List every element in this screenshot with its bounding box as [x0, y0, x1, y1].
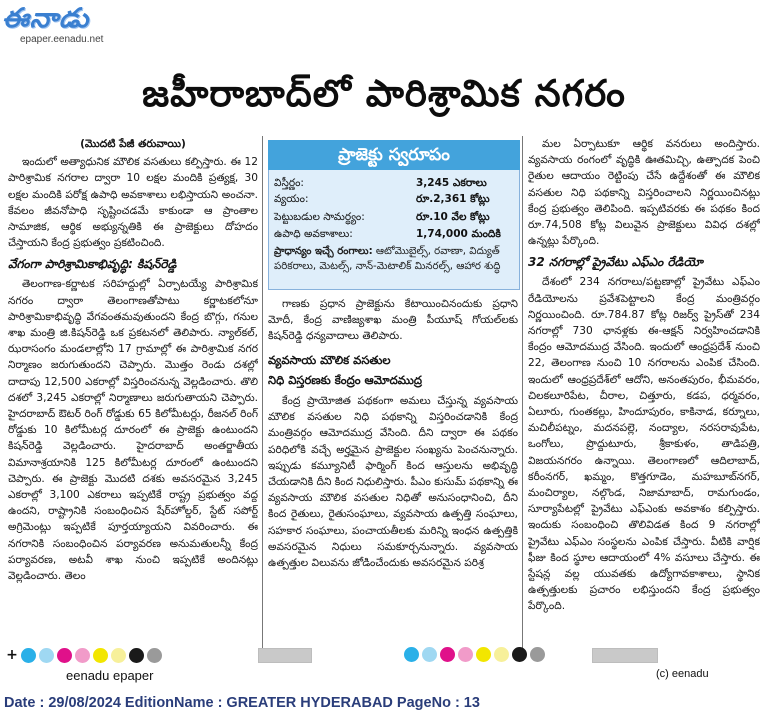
article-column-2 [268, 296, 518, 648]
color-registration-strip [6, 647, 162, 663]
registration-mark: + [6, 647, 18, 663]
subheading: వ్యవసాయ మౌలిక వసతుల [268, 352, 391, 367]
cyan-dot [404, 647, 419, 662]
subheading: 32 నగరాల్లో ప్రైవేటు ఎఫ్‌ఎం రేడియో [528, 255, 703, 270]
color-registration-strip [404, 647, 545, 662]
paragraph: ఇందులో అత్యాధునిక మౌలిక వసతులు కల్పిస్తారు. ఈ 12 పారిశ్రామిక నగరాల ద్వారా 10 లక్షల మందికి ప్రత్యక్ష, 30 లక్షల మందికి పరోక్ష ఉపాధి అవకాశాలు లభిస్తాయని అంచనా. కేవలం జీవనోపాధి సృష్టించడమే కాకుండా ఆ ప్రాంతాల సామాజిక, ఆర్థిక అభ్యున్నతికి ఈ ప్రాజెక్టులు దోహదం చేస్తాయని కేంద్ర ప్రభుత్వం ప్రకటించింది. [8, 156, 258, 250]
light-yellow-dot [111, 648, 126, 663]
headline: జహీరాబాద్‌లో పారిశ్రామిక నగరం [142, 72, 626, 115]
edition-dateline: Date : 29/08/2024 EditionName : GREATER HYDERABAD PageNo : 13 [4, 695, 480, 711]
epaper-url[interactable]: epaper.eenadu.net [20, 34, 104, 45]
continued-label: (మొదటి పేజీ తరువాయి) [80, 138, 186, 150]
grey-dot [530, 647, 545, 662]
light-cyan-dot [422, 647, 437, 662]
magenta-dot [440, 647, 455, 662]
box-row-label: విస్తీర్ణం: [274, 177, 304, 189]
light-yellow-dot [494, 647, 509, 662]
box-row-value: 1,74,000 మందికి [416, 228, 501, 240]
light-cyan-dot [39, 648, 54, 663]
paragraph: మల ఏర్పాటుకూ ఆర్థిక వనరులు అందిస్తారు. వ్యవసాయ రంగంలో వృద్ధికి ఊతమిచ్చి, ఉత్పాదక పెంచి రైతుల ఆదాయం రెట్టింపు చేసే ఉద్దేశంతో ఈ మౌలిక వసతుల నిధి పథకాన్ని విస్తరించాలని నిర్ణయించినట్లు కేంద్ర ప్రభుత్వం తెలిపింది. ఇప్పటివరకు ఈ పథకం కింద రూ.74,508 కోట్ల విలువైన ప్రాజెక్టులు వివిధ దశల్లో ఉన్నట్లు పేర్కొంది. [528, 138, 760, 248]
yellow-dot [476, 647, 491, 662]
copyright: (c) eenadu [656, 668, 709, 680]
cyan-dot [21, 648, 36, 663]
black-dot [129, 648, 144, 663]
box-row-label: పెట్టుబడుల సామర్థ్యం: [274, 211, 365, 223]
paragraph: తెలంగాణ-కర్ణాటక సరిహద్దుల్లో ఏర్పాటయ్యే పారిశ్రామిక నగరం ద్వారా తెలంగాణతోపాటు కర్ణాటకలోనూ పారిశ్రామికాభివృద్ధి వేగవంతమవుతుందని కేంద్ర బొగ్గు, గనుల శాఖ మంత్రి జి.కిషన్‌రెడ్డి ఒక ప్రకటనలో తెలిపారు. న్యాల్‌కల్, ఝరాసంగం మండలాల్లోని 17 గ్రామాల్లో ఈ పారిశ్రామిక నగర నిర్మాణం జరుగుతుందని చెప్పారు. మొత్తం రెండు దశల్లో దాదాపు 12,500 ఎకరాల్లో విస్తరించనున్న వెల్లడించారు. తొలి దశలో 3,245 ఎకరాల్లో నిర్మాణాలు జరుగుతాయని చెప్పారు. హైదరాబాద్ ఔటర్ రింగ్ రోడ్డుకు 65 కిలోమీటర్లు, రీజనల్ రింగ్ రోడ్డుకు 10 కిలోమీటర్ల దూరంలో ఈ ప్రాజెక్టు ఉంటుందని కిషన్‌రెడ్డి వెల్లడించారు. హైదరాబాద్ అంతర్జాతీయ విమానాశ్రయానికి 125 కిలోమీటర్ల దూరంలో ఉంటుందని చెప్పారు. ఈ ప్రాజెక్టు మొదటి దశకు అవసరమైన 3,245 ఎకరాల్లో 3,100 ఎకరాలు ఇప్పటికే రాష్ట్ర ప్రభుత్వం వద్ద ఉందని, రాష్ట్రానికి సంబంధించిన షేర్‌హోల్డర్, స్టేట్ సపోర్ట్ అగ్రిమెంట్లు ఇప్పటికే పూర్తయ్యాయని వివరించారు. ఈ నగరానికి సంబంధించిన పర్యావరణ అనుమతులన్నీ కేంద్ర పర్యావరణ, అటవీ శాఖ నుంచి ఇప్పటికే అందినట్లు వెల్లడించారు. తెలం [8, 278, 258, 583]
project-info-title: ప్రాజెక్టు స్వరూపం [268, 140, 520, 170]
box-row-value: 3,245 ఎకరాలు [416, 177, 487, 189]
article-column-1 [8, 136, 258, 646]
eenadu-logo: ఈనాడు [2, 3, 90, 34]
priority-label: ప్రాధాన్యం ఇచ్చే రంగాలు: [274, 246, 373, 257]
magenta-dot [57, 648, 72, 663]
yellow-dot [93, 648, 108, 663]
column-divider [522, 136, 523, 648]
box-row-value: రూ.10 వేల కోట్లు [416, 211, 490, 223]
grey-bar [592, 648, 658, 663]
box-row-value: రూ.2,361 కోట్లు [416, 193, 490, 205]
paragraph: దేశంలో 234 నగరాలు/పట్టణాల్లో ప్రైవేటు ఎఫ్‌ఎం రేడియోలను ప్రవేశపెట్టాలని కేంద్ర మంత్రివర్గం నిర్ణయించింది. రూ.784.87 కోట్ల రిజర్వ్ ప్రైస్‌తో 234 నగరాల్లో 730 ఛానళ్లకు ఈ-ఆక్షన్ నిర్వహించడానికి కేంద్రం ఆమోదముద్ర వేసింది. ఇందులో ఆంధ్రప్రదేశ్ నుంచి 22, తెలంగాణ నుంచి 10 నగరాలను ఎంపిక చేసింది. ఇందులో ఆంధ్రప్రదేశ్‌లో ఆదోని, అనంతపురం, భీమవరం, చిలకలూరిపేట, చీరాల, చిత్తూరు, కడప, ధర్మవరం, ఏలూరు, గుంతకల్లు, హిందూపురం, కాకినాడ, కర్నూలు, మచిలీపట్నం, మదనపల్లె, నంద్యాల, నరసరావుపేట, ఒంగోలు, ప్రొద్దుటూరు, శ్రీకాకుళం, తాడిపత్రి, విజయనగరం ఉన్నాయి. తెలంగాణలో ఆదిలాబాద్, కరీంనగర్, ఖమ్మం, కొత్తగూడెం, మహబూబ్‌నగర్, మంచిర్యాల, నల్గొండ, నిజామాబాద్, రామగుండం, సూర్యాపేటల్లో ప్రైవేటు ఎఫ్‌ఎంకు అవకాశం కల్పిస్తారు. ఇందుకు సంబంధించి తొలివిడత కింద 9 నగరాల్లో ప్రైవేటు ఎఫ్‌ఎం సంస్థలను ఎంపిక చేస్తారు. వీటికి వార్షిక ఫీజు కింద స్థూల ఆదాయంలో 4% వసూలు చేస్తారు. ఈ స్టేషన్ల వల్ల యువతకు ఉద్యోగావకాశాలు, స్థానిక ఉత్పత్తులకు ప్రచారం లభిస్తుందని కేంద్ర ప్రభుత్వం పేర్కొంది. [528, 276, 760, 613]
paragraph: గాణకు ప్రధాన ప్రాజెక్టును కేటాయించినందుకు ప్రధాని మోదీ, కేంద్ర వాణిజ్యశాఖ మంత్రి పీయూష్ గోయల్‌లకు కిషన్‌రెడ్డి ధన్యవాదాలు తెలిపారు. [268, 298, 518, 343]
grey-dot [147, 648, 162, 663]
subheading: వేగంగా పారిశ్రామికాభివృద్ధి: కిషన్‌రెడ్డి [8, 257, 177, 272]
paragraph: కేంద్ర ప్రాయోజిత పథకంగా అమలు చేస్తున్న వ్యవసాయ మౌలిక వసతుల నిధి పథకాన్ని విస్తరించడానికి కేంద్ర మంత్రివర్గం ఆమోదముద్ర వేసింది. దీని ద్వారా ఈ పథకం పరిధిలోకి వచ్చే అర్హమైన ప్రాజెక్టుల సంఖ్యను పెంచనున్నారు. ఇప్పుడు కమ్యూనిటీ ఫార్మింగ్ కింద ఆస్తులను అభివృద్ధి చేయడానికి దీని కింద నిధులిస్తారు. పీఎం కుసుమ్ పథకాన్ని ఈ వ్యవసాయ మౌలిక వసతుల నిధితో అనుసంధానించి, దీని కింద రైతులు, రైతుసంఘాలు, వ్యవసాయ ఉత్పత్తి సంఘాలు, సహకార సంఘాలు, పంచాయతీలకు మరిన్ని ఇంధన ఉత్పత్తికి అవసరమైన నిధులు సమకూర్చనున్నారు. వ్యవసాయ ఉత్పత్తుల విలువను జోడించేందుకు అవసరమైన పరిశ్ర [268, 395, 518, 570]
subheading: నిధి విస్తరణకు కేంద్రం ఆమోదముద్ర [268, 372, 422, 387]
article-column-3 [528, 136, 760, 648]
box-row-label: వ్యయం: [274, 193, 309, 205]
light-magenta-dot [458, 647, 473, 662]
column-divider [262, 136, 263, 648]
box-priority-sectors [274, 245, 514, 274]
grey-bar [258, 648, 312, 663]
black-dot [512, 647, 527, 662]
epaper-brand: eenadu epaper [66, 668, 154, 683]
priority-text: ఆటోమొబైల్స్, రవాణా, విద్యుత్ పరికరాలు, మెటల్స్, నాన్-మెటాలిక్ మినరల్స్, ఆహార శుద్ధి [274, 246, 501, 272]
light-magenta-dot [75, 648, 90, 663]
box-row-label: ఉపాధి అవకాశాలు: [274, 228, 353, 240]
